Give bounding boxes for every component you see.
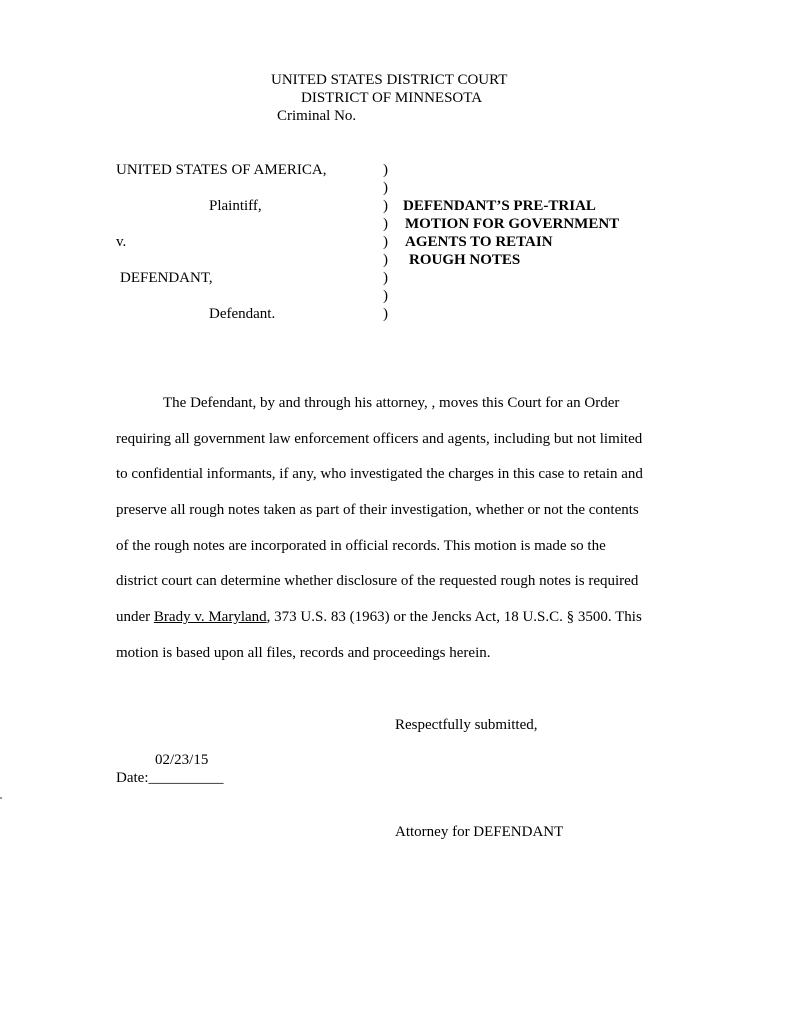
caption-paren: ) xyxy=(383,198,388,214)
date-value: 02/23/15 xyxy=(155,752,209,768)
respectfully-submitted: Respectfully submitted, xyxy=(395,717,538,733)
motion-title-line: AGENTS TO RETAIN xyxy=(405,234,553,250)
attorney-signature-label: Attorney for DEFENDANT xyxy=(395,824,564,840)
court-name: UNITED STATES DISTRICT COURT xyxy=(271,72,508,88)
defendant-name: DEFENDANT, xyxy=(120,270,213,286)
motion-title-line: MOTION FOR GOVERNMENT xyxy=(405,216,620,232)
body-text-fragment: , 373 U.S. 83 (1963) or the Jencks Act, 18 U.S.C. § 3500. This xyxy=(266,609,642,625)
caption-paren: ) xyxy=(383,234,388,250)
motion-title-line: ROUGH NOTES xyxy=(409,252,521,268)
scan-artifact xyxy=(0,797,2,799)
criminal-number-label: Criminal No. xyxy=(277,108,357,124)
case-citation: Brady v. Maryland xyxy=(153,609,267,625)
caption-paren: ) xyxy=(383,180,388,196)
caption-paren: ) xyxy=(383,270,388,286)
versus-label: v. xyxy=(116,234,127,250)
body-text-fragment: under xyxy=(116,609,154,625)
defendant-role: Defendant. xyxy=(209,306,276,322)
body-line: to confidential informants, if any, who investigated the charges in this case to retain and xyxy=(116,466,643,482)
body-line: motion is based upon all files, records and proceedings herein. xyxy=(116,645,491,661)
caption-paren: ) xyxy=(383,306,388,322)
caption-paren: ) xyxy=(383,216,388,232)
body-line: district court can determine whether disclosure of the requested rough notes is required xyxy=(116,573,639,589)
caption-paren: ) xyxy=(383,288,388,304)
court-district: DISTRICT OF MINNESOTA xyxy=(301,90,483,106)
motion-title-line: DEFENDANT’S PRE-TRIAL xyxy=(403,198,596,214)
body-line: of the rough notes are incorporated in official records. This motion is made so the xyxy=(116,538,606,554)
body-line: preserve all rough notes taken as part of their investigation, whether or not the contents xyxy=(116,502,639,518)
date-field xyxy=(116,769,223,787)
plaintiff-name: UNITED STATES OF AMERICA, xyxy=(116,162,327,178)
date-label: Date: xyxy=(116,770,149,786)
plaintiff-role: Plaintiff, xyxy=(209,198,262,214)
caption-paren: ) xyxy=(383,162,388,178)
body-line: requiring all government law enforcement officers and agents, including but not limited xyxy=(116,431,643,447)
body-line: The Defendant, by and through his attorney, , moves this Court for an Order xyxy=(163,395,620,411)
date-signature-line: __________ xyxy=(148,770,224,786)
body-line xyxy=(116,608,642,626)
caption-paren: ) xyxy=(383,252,388,268)
